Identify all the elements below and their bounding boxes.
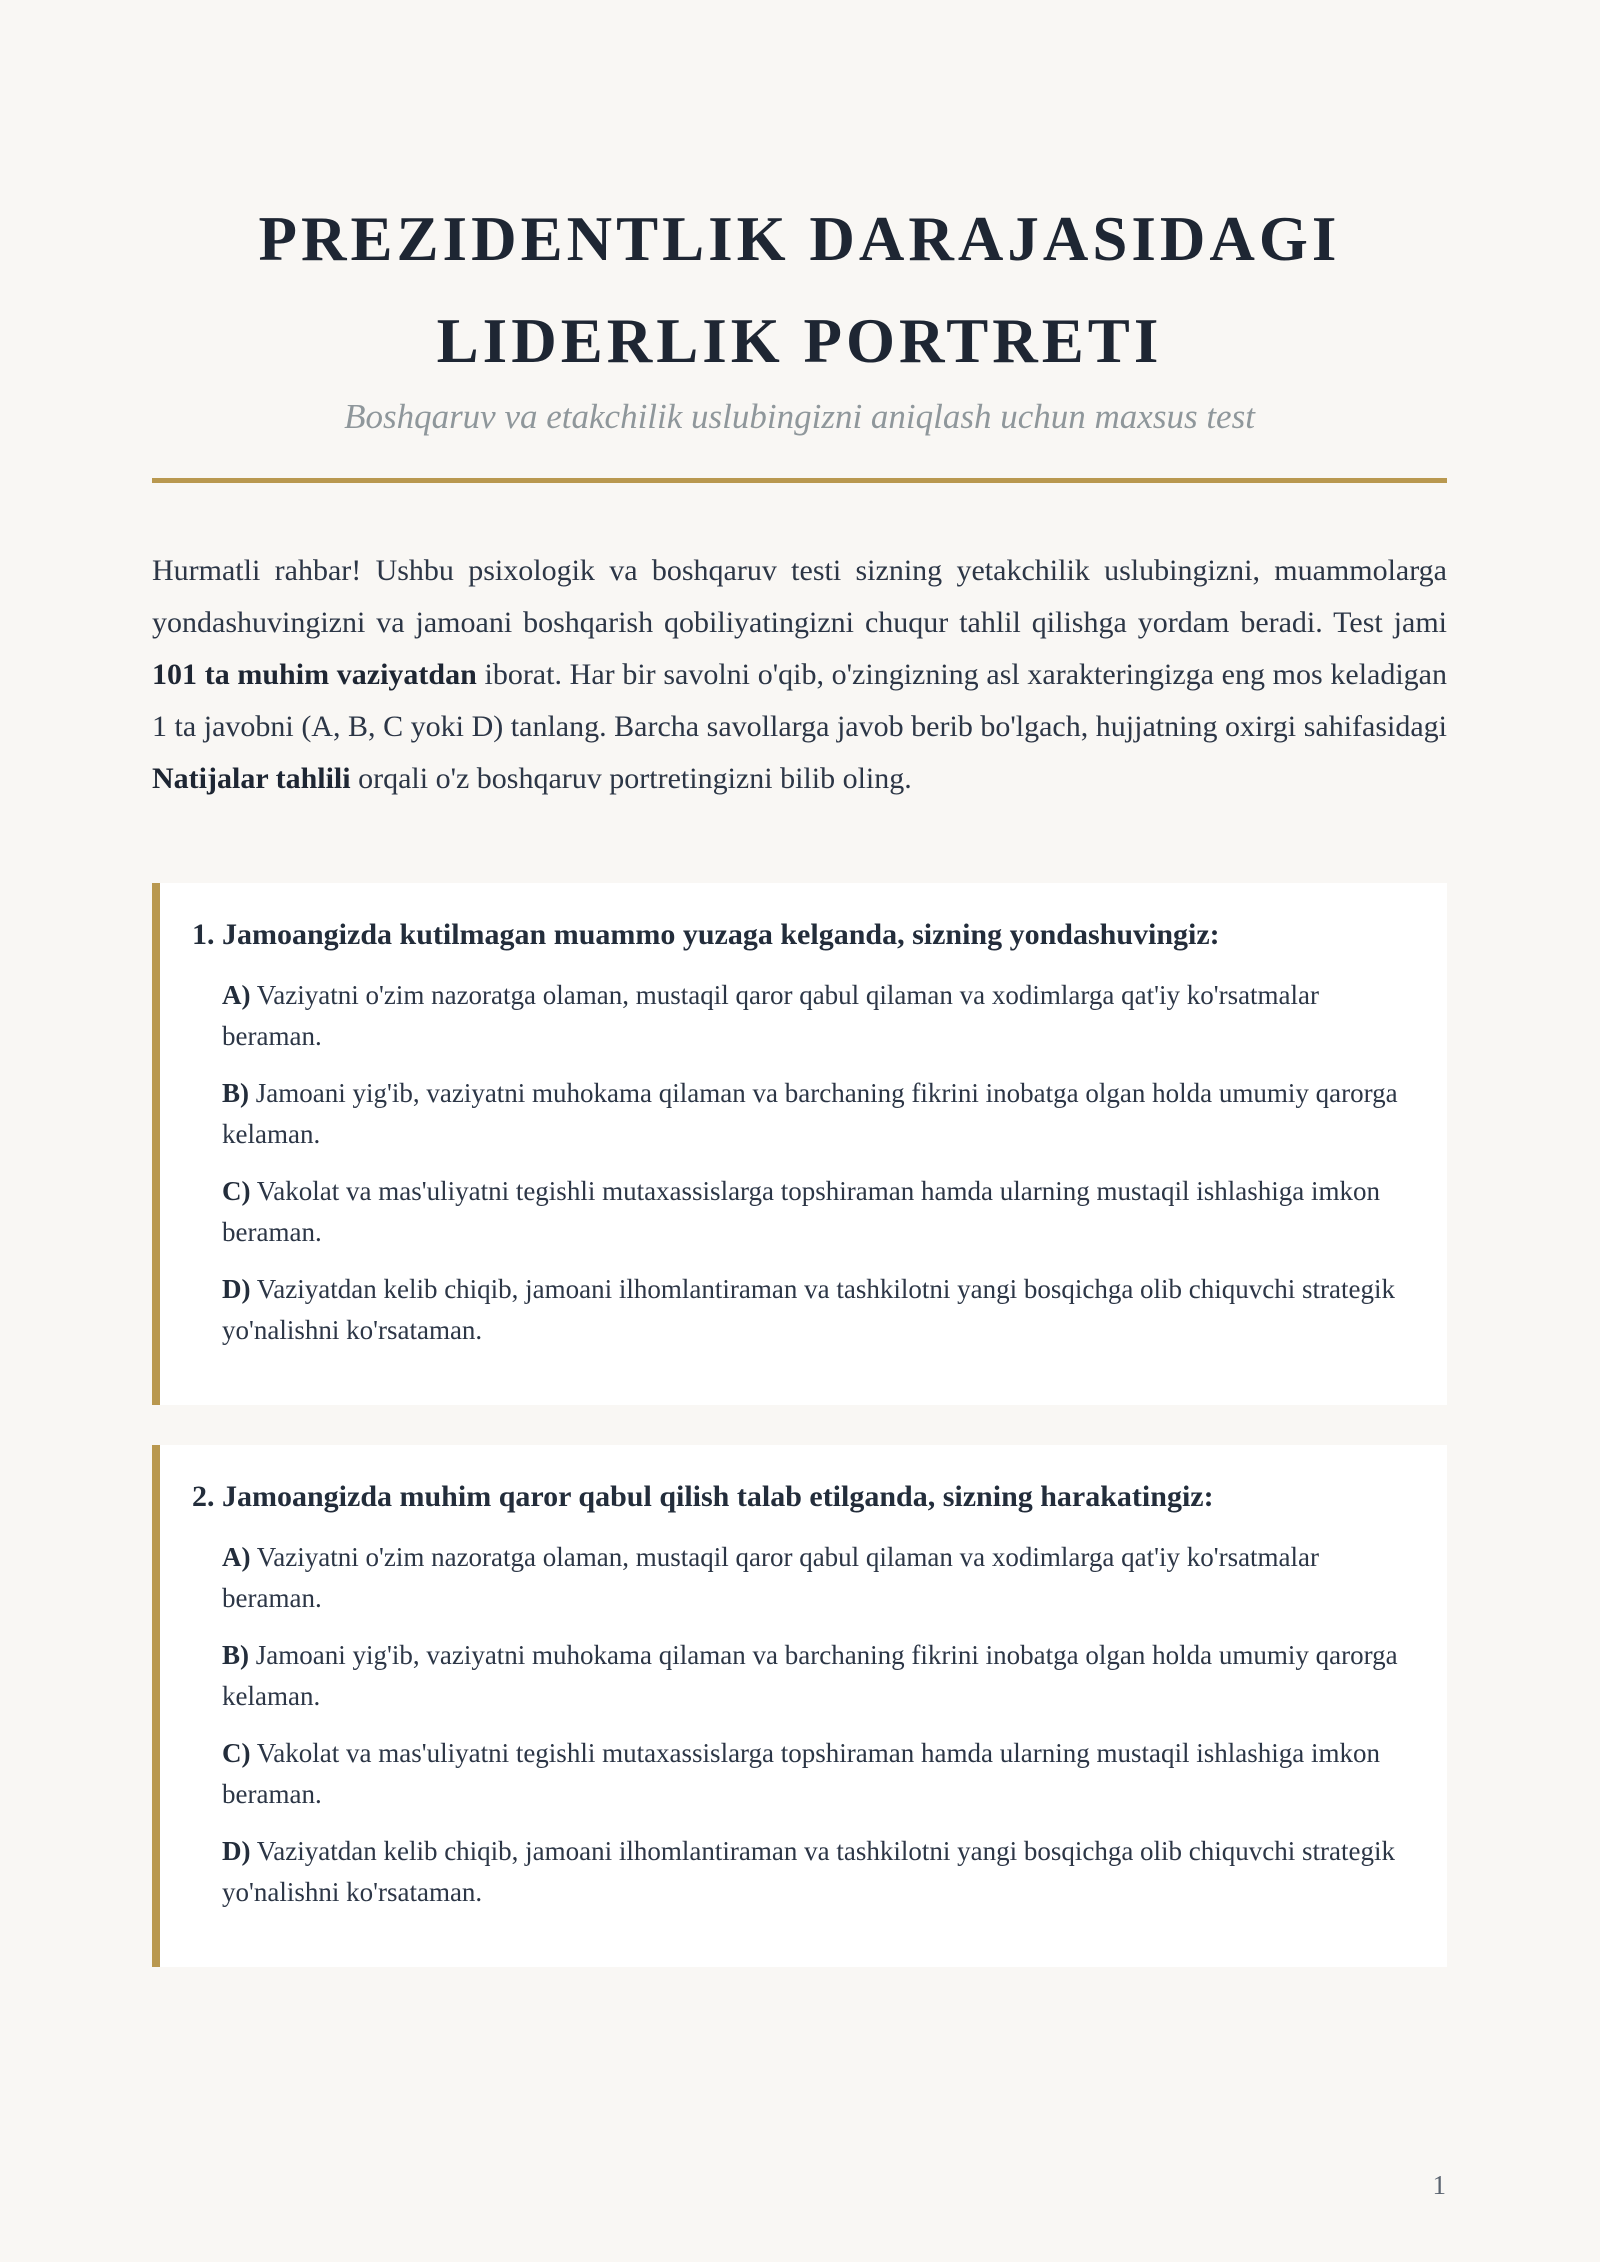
option-a[interactable] [222,975,1417,1057]
option-a[interactable] [222,1537,1417,1619]
intro-text-1: Hurmatli rahbar! Ushbu psixologik va boshqaruv testi sizning yetakchilik uslubingizni, muammolarga yondashuvingizni va jamoani boshqarish qobiliyatingizni chuqur tahlil qilishga yordam beradi. Test jami [152,554,1447,639]
question-text: 1. Jamoangizda kutilmagan muammo yuzaga kelganda, sizning yondashuvingiz: [192,918,1220,951]
option-c[interactable] [222,1733,1417,1815]
question-card-2 [152,1445,1447,1967]
option-letter: B) [222,1078,249,1108]
option-letter: D) [222,1274,251,1304]
title-line-2: LIDERLIK PORTRETI [436,306,1163,376]
intro-text-2: iborat. Har bir savolni o'qib, o'zingizning asl xarakteringizga eng mos keladigan 1 ta javobni (A, B, C yoki D) tanlang. Barcha savollarga javob berib bo'lgach, hujjatning oxirgi sahifasidagi [152,658,1447,743]
intro-text-3: orqali o'z boshqaruv portretingizni bilib oling. [350,762,912,795]
option-letter: D) [222,1836,251,1866]
intro-paragraph [152,545,1447,805]
document-page [152,0,1447,1967]
page-subtitle: Boshqaruv va etakchilik uslubingizni aniqlash uchun maxsus test [344,397,1255,436]
page-title [152,188,1447,392]
intro-bold-1: 101 ta muhim vaziyatdan [152,658,477,691]
title-line-1: PREZIDENTLIK DARAJASIDAGI [258,204,1341,274]
option-text: Vaziyatni o'zim nazoratga olaman, mustaqil qaror qabul qilaman va xodimlarga qat'iy ko'rsatmalar beraman. [222,980,1320,1051]
option-text: Vakolat va mas'uliyatni tegishli mutaxassislarga topshiraman hamda ularning mustaqil ishlashiga imkon beraman. [222,1738,1380,1809]
title-block [152,0,1447,440]
option-b[interactable] [222,1073,1417,1155]
option-text: Vaziyatni o'zim nazoratga olaman, mustaqil qaror qabul qilaman va xodimlarga qat'iy ko'rsatmalar beraman. [222,1542,1320,1613]
option-text: Jamoani yig'ib, vaziyatni muhokama qilaman va barchaning fikrini inobatga olgan holda umumiy qarorga kelaman. [222,1078,1398,1149]
question-card-1 [152,883,1447,1405]
option-text: Jamoani yig'ib, vaziyatni muhokama qilaman va barchaning fikrini inobatga olgan holda umumiy qarorga kelaman. [222,1640,1398,1711]
title-divider [152,478,1447,483]
option-letter: C) [222,1738,251,1768]
option-text: Vaziyatdan kelib chiqib, jamoani ilhomlantiraman va tashkilotni yangi bosqichga olib chiquvchi strategik yo'nalishni ko'rsataman. [222,1836,1395,1907]
question-text: 2. Jamoangizda muhim qaror qabul qilish talab etilganda, sizning harakatingiz: [192,1480,1214,1513]
option-d[interactable] [222,1269,1417,1351]
option-letter: A) [222,980,251,1010]
option-letter: C) [222,1176,251,1206]
page-number: 1 [1432,2170,1446,2200]
option-letter: B) [222,1640,249,1670]
option-c[interactable] [222,1171,1417,1253]
option-text: Vakolat va mas'uliyatni tegishli mutaxassislarga topshiraman hamda ularning mustaqil ishlashiga imkon beraman. [222,1176,1380,1247]
option-b[interactable] [222,1635,1417,1717]
intro-bold-2: Natijalar tahlili [152,762,351,795]
option-d[interactable] [222,1831,1417,1913]
option-letter: A) [222,1542,251,1572]
option-text: Vaziyatdan kelib chiqib, jamoani ilhomlantiraman va tashkilotni yangi bosqichga olib chiquvchi strategik yo'nalishni ko'rsataman. [222,1274,1395,1345]
